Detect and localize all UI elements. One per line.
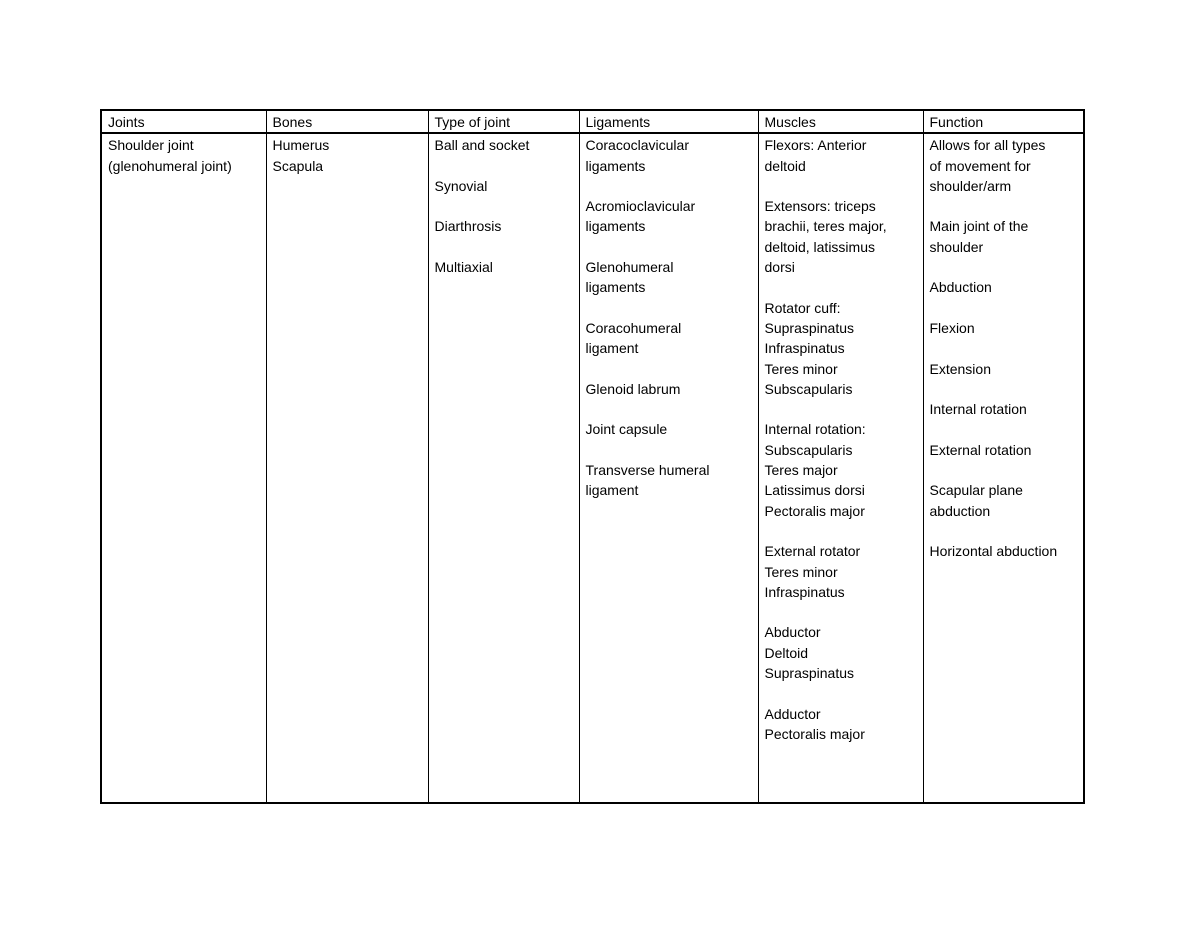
cell-type-of-joint-line: Synovial [434,177,488,194]
cell-type-of-joint-line: Diarthrosis [434,218,502,235]
header-muscles: Muscles [758,110,923,133]
cell-ligaments-line: ligament [585,340,639,357]
cell-function-spacer [930,196,1078,216]
joint-table [100,109,1085,804]
cell-muscles-line: Infraspinatus [764,340,845,357]
header-ligaments: Ligaments [579,110,758,133]
cell-function-spacer [930,419,1078,439]
cell-function-line: Main joint of the [929,218,1029,235]
cell-ligaments-line: ligaments [585,218,646,235]
table-header-row [101,110,1084,133]
cell-type-of-joint-spacer [435,196,573,216]
cell-function-line: Internal rotation [929,401,1027,418]
cell-muscles-line: deltoid [764,157,806,174]
cell-function-line: Abduction [929,279,992,296]
cell-function-spacer [930,521,1078,541]
cell-function-line: External rotation [929,441,1032,458]
cell-muscles-line: brachii, teres major, [764,218,887,235]
cell-muscles-line: Flexors: Anterior [764,137,867,154]
cell-muscles-line: Deltoid [764,644,809,661]
cell-ligaments-spacer [586,359,752,379]
cell-ligaments [579,133,758,803]
cell-function-spacer [930,257,1078,277]
cell-muscles-line: Supraspinatus [764,665,855,682]
cell-muscles-spacer [765,602,917,622]
cell-function-line: abduction [929,502,991,519]
cell-muscles-spacer [765,399,917,419]
cell-ligaments-line: ligaments [585,157,646,174]
cell-ligaments-line: Acromioclavicular [585,198,696,215]
cell-function-line: Flexion [929,319,975,336]
cell-muscles-line: Teres major [764,462,838,479]
cell-bones-line: Humerus [272,137,330,154]
cell-ligaments-line: Transverse humeral [585,462,710,479]
cell-muscles-line: External rotator [764,543,861,560]
cell-function-spacer [930,298,1078,318]
cell-function [923,133,1084,803]
header-function: Function [923,110,1084,133]
cell-ligaments-line: Coracohumeral [585,319,682,336]
cell-bones [266,133,428,803]
cell-function-line: Horizontal abduction [929,543,1058,560]
cell-muscles-spacer [765,521,917,541]
cell-ligaments-spacer [586,399,752,419]
cell-muscles-line: Rotator cuff: [764,299,841,316]
cell-ligaments-spacer [586,298,752,318]
header-bones: Bones [266,110,428,133]
cell-joints [101,133,266,803]
cell-function-line: shoulder [929,238,984,255]
cell-function-spacer [930,338,1078,358]
cell-type-of-joint-spacer [435,156,573,176]
cell-muscles-line: Infraspinatus [764,583,845,600]
cell-type-of-joint-line: Ball and socket [434,137,530,154]
header-type-of-joint: Type of joint [428,110,579,133]
cell-muscles-spacer [765,176,917,196]
cell-ligaments-line: ligament [585,482,639,499]
cell-muscles-line: Pectoralis major [764,502,865,519]
cell-function-spacer [930,460,1078,480]
cell-ligaments-line: ligaments [585,279,646,296]
cell-muscles-line: Adductor [764,705,821,722]
cell-muscles-line: Pectoralis major [764,725,865,742]
cell-muscles-line: Extensors: triceps [764,198,876,215]
cell-type-of-joint-line: Multiaxial [434,259,493,276]
cell-joints-line: (glenohumeral joint) [108,157,232,174]
cell-function-line: of movement for [929,157,1031,174]
cell-muscles [758,133,923,803]
cell-ligaments-line: Joint capsule [585,421,668,438]
cell-function-line: Allows for all types [929,137,1046,154]
cell-muscles-line: Subscapularis [764,380,853,397]
cell-muscles-line: deltoid, latissimus [764,238,875,255]
cell-function-line: Extension [929,360,991,377]
cell-joints-line: Shoulder joint [108,137,194,154]
cell-muscles-line: Latissimus dorsi [764,482,865,499]
cell-type-of-joint-spacer [435,237,573,257]
cell-ligaments-line: Coracoclavicular [585,137,689,154]
table-row [101,133,1084,803]
cell-muscles-line: Subscapularis [764,441,853,458]
cell-muscles-line: Teres minor [764,360,838,377]
cell-ligaments-spacer [586,440,752,460]
cell-muscles-spacer [765,683,917,703]
header-joints: Joints [101,110,266,133]
cell-function-line: Scapular plane [929,482,1023,499]
cell-ligaments-spacer [586,237,752,257]
cell-muscles-line: dorsi [764,259,795,276]
cell-muscles-line: Abductor [764,624,821,641]
cell-function-spacer [930,379,1078,399]
cell-bones-line: Scapula [272,157,324,174]
cell-muscles-spacer [765,277,917,297]
cell-muscles-line: Supraspinatus [764,319,855,336]
cell-muscles-line: Teres minor [764,563,838,580]
cell-ligaments-line: Glenohumeral [585,259,674,276]
cell-ligaments-line: Glenoid labrum [585,380,681,397]
cell-type-of-joint [428,133,579,803]
cell-ligaments-spacer [586,176,752,196]
cell-function-line: shoulder/arm [929,177,1012,194]
cell-muscles-line: Internal rotation: [764,421,866,438]
